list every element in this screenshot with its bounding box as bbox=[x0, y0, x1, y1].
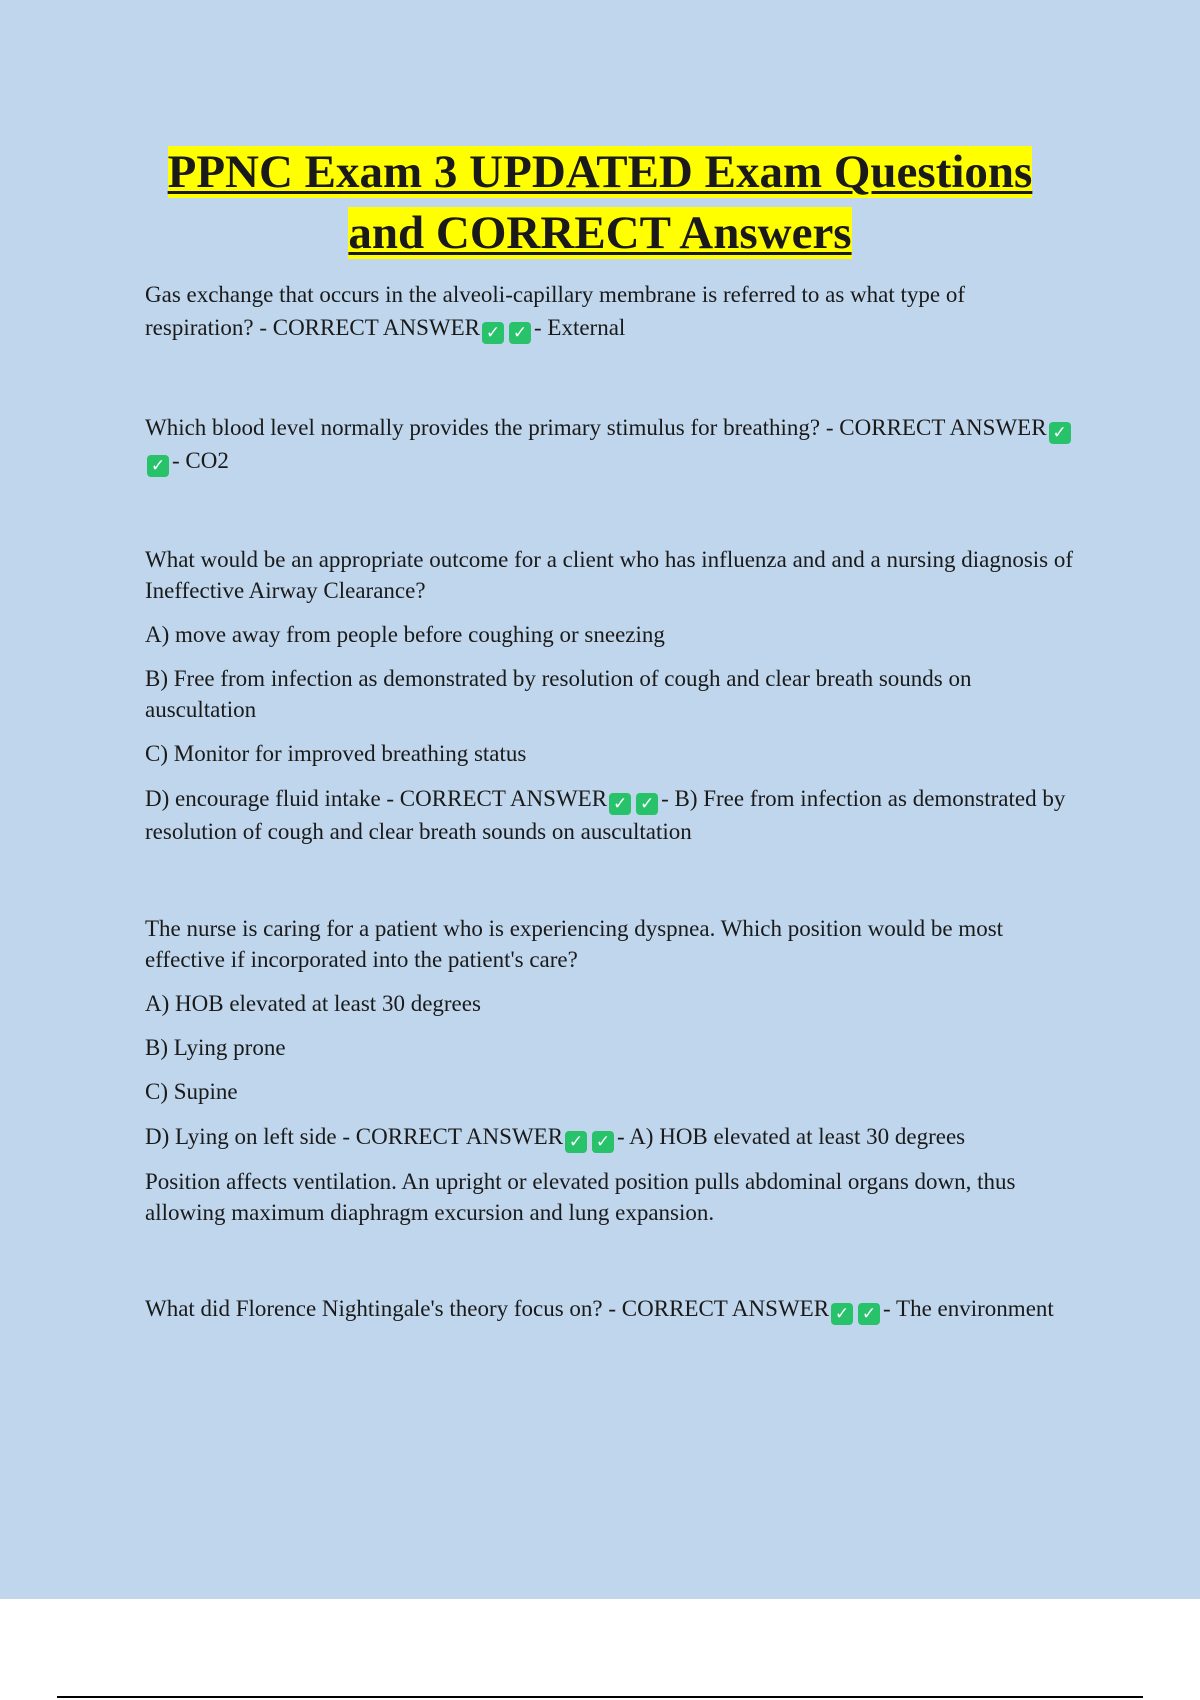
divider-space bbox=[145, 1241, 1075, 1293]
question-3-option-c: C) Monitor for improved breathing status bbox=[145, 741, 527, 766]
check-mark-icon: ✓ bbox=[609, 793, 631, 815]
question-4-option-d-text: D) Lying on left side - CORRECT ANSWER bbox=[145, 1124, 564, 1149]
question-1-answer: - External bbox=[533, 315, 626, 340]
question-3-option-a: A) move away from people before coughing or sneezing bbox=[145, 622, 665, 647]
check-mark-icon: ✓ bbox=[636, 793, 658, 815]
question-5 bbox=[145, 1293, 1075, 1325]
question-2-answer: - CO2 bbox=[172, 448, 229, 473]
question-3-option-d bbox=[145, 782, 1075, 848]
question-4-option-a: A) HOB elevated at least 30 degrees bbox=[145, 991, 481, 1016]
question-2 bbox=[145, 411, 1075, 477]
check-mark-icon: ✓ bbox=[482, 322, 504, 344]
divider-space bbox=[145, 354, 1075, 411]
question-5-text: What did Florence Nightingale's theory focus on? - CORRECT ANSWER bbox=[145, 1296, 830, 1321]
question-list bbox=[145, 278, 1075, 1335]
question-3-answer: - B) Free from infection as demonstrated by resolution of cough and clear breath sounds on auscultation bbox=[145, 786, 1066, 844]
question-4-answer: - A) HOB elevated at least 30 degrees bbox=[617, 1124, 966, 1149]
check-mark-icon: ✓ bbox=[147, 455, 169, 477]
question-4-option-c: C) Supine bbox=[145, 1079, 238, 1104]
question-4-rationale: Position affects ventilation. An upright or elevated position pulls abdominal organs down, thus allowing maximum diaphragm excursion and lung expansion. bbox=[145, 1169, 1016, 1225]
check-mark-icon: ✓ bbox=[592, 1131, 614, 1153]
check-mark-icon: ✓ bbox=[1049, 422, 1071, 444]
question-3-option-d-text: D) encourage fluid intake - CORRECT ANSWER bbox=[145, 786, 608, 811]
question-2-text: Which blood level normally provides the primary stimulus for breathing? - CORRECT ANSWER bbox=[145, 415, 1047, 440]
question-1-text: Gas exchange that occurs in the alveoli-capillary membrane is referred to as what type of respiration? - CORRECT ANSWER bbox=[145, 282, 965, 340]
question-4-option-b: B) Lying prone bbox=[145, 1035, 286, 1060]
title-line-2: and CORRECT Answers bbox=[348, 207, 852, 259]
footer-rule bbox=[57, 1696, 1143, 1698]
question-4-stem: The nurse is caring for a patient who is experiencing dyspnea. Which position would be most effective if incorporated into the patient's care? bbox=[145, 916, 1004, 972]
title-line-1: PPNC Exam 3 UPDATED Exam Questions bbox=[167, 146, 1033, 198]
divider-space bbox=[145, 487, 1075, 544]
check-mark-icon: ✓ bbox=[509, 322, 531, 344]
check-mark-icon: ✓ bbox=[858, 1303, 880, 1325]
question-1 bbox=[145, 278, 1075, 344]
divider-space bbox=[145, 861, 1075, 913]
question-5-answer: - The environment bbox=[883, 1296, 1054, 1321]
check-mark-icon: ✓ bbox=[565, 1131, 587, 1153]
question-3-option-b: B) Free from infection as demonstrated by resolution of cough and clear breath sounds on auscultation bbox=[145, 666, 972, 722]
check-mark-icon: ✓ bbox=[831, 1303, 853, 1325]
question-3-stem: What would be an appropriate outcome for a client who has influenza and and a nursing diagnosis of Ineffective Airway Clearance? bbox=[145, 547, 1074, 603]
document-title bbox=[0, 142, 1200, 264]
question-4-option-d bbox=[145, 1120, 1075, 1153]
